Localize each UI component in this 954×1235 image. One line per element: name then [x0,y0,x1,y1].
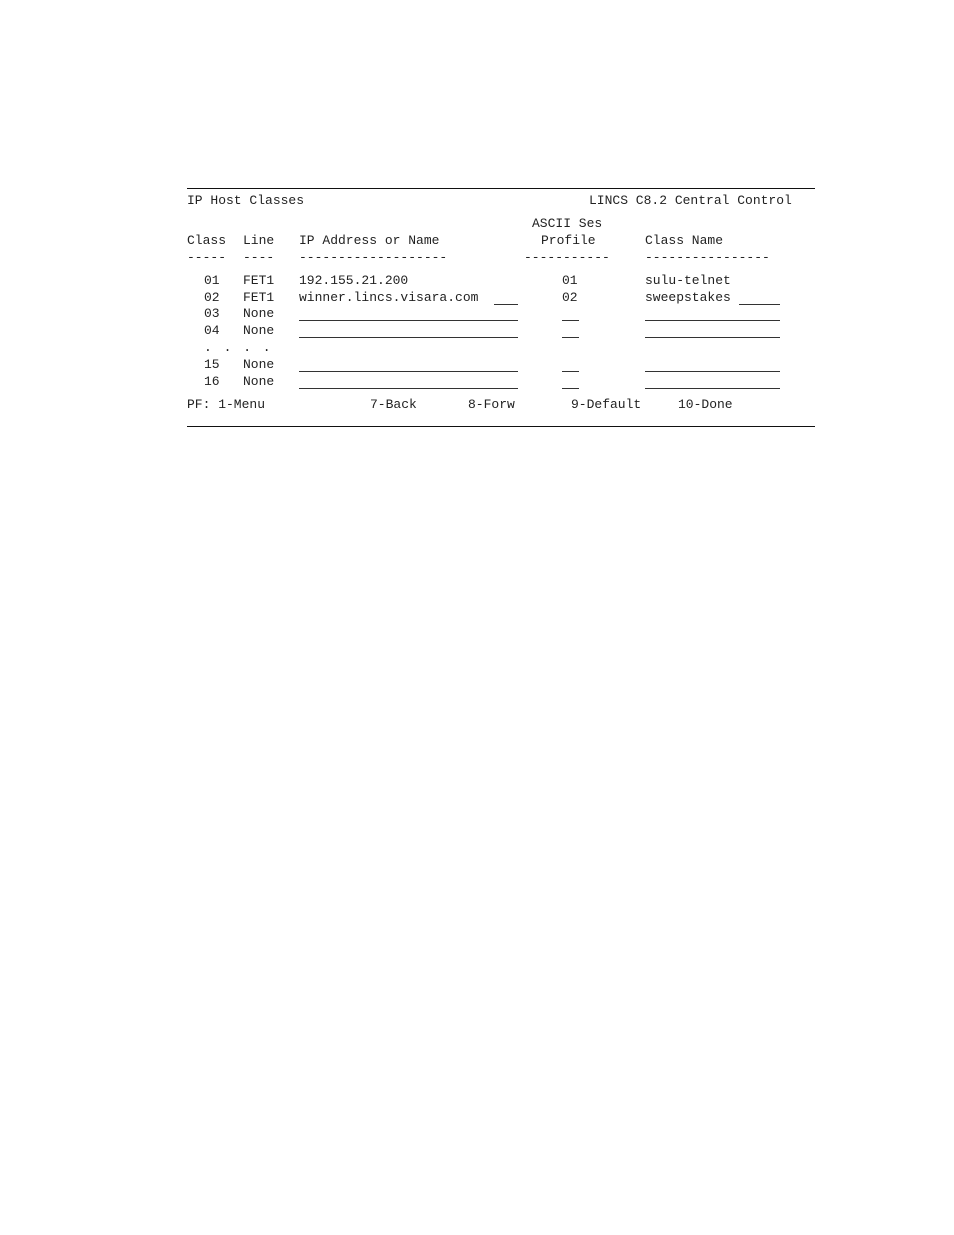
screen-title: IP Host Classes [187,193,305,208]
profile-field[interactable]: 02 [562,290,578,305]
pf-back-key[interactable]: 7-Back [370,397,417,412]
profile-field[interactable] [562,388,579,389]
ip-address-field[interactable]: 192.155.21.200 [299,273,409,288]
class-number: 16 [204,374,220,389]
class-dashes: ----- [187,250,227,265]
class-header: Class [187,233,227,248]
row-ellipsis: . . . . [204,340,273,355]
class-name-field[interactable]: sweepstakes [645,290,731,305]
line-dashes: ---- [243,250,275,265]
ip-address-field-underline[interactable] [494,304,518,305]
ip-dashes: ------------------- [299,250,448,265]
system-title: LINCS C8.2 Central Control [589,193,792,208]
class-name-field[interactable] [645,388,780,389]
profile-header-line2: Profile [541,233,596,248]
line-value: FET1 [243,290,275,305]
pf-default-key[interactable]: 9-Default [571,397,642,412]
class-number: 02 [204,290,220,305]
line-header: Line [243,233,275,248]
ip-header: IP Address or Name [299,233,440,248]
profile-dashes: ----------- [524,250,610,265]
pf-menu-key[interactable]: PF: 1-Menu [187,397,266,412]
line-value: None [243,357,275,372]
profile-header-line1: ASCII Ses [532,216,603,231]
profile-field[interactable] [562,371,579,372]
ip-address-field[interactable] [299,388,518,389]
ip-address-field[interactable]: winner.lincs.visara.com [299,290,479,305]
class-name-field-underline[interactable] [739,304,780,305]
pf-done-key[interactable]: 10-Done [678,397,733,412]
ip-address-field[interactable] [299,320,518,321]
class-name-field[interactable] [645,320,780,321]
ip-address-field[interactable] [299,337,518,338]
class-number: 03 [204,306,220,321]
class-name-field[interactable]: sulu-telnet [645,273,731,288]
class-name-field[interactable] [645,371,780,372]
class-number: 04 [204,323,220,338]
bottom-rule [187,426,815,427]
profile-field[interactable]: 01 [562,273,578,288]
profile-field[interactable] [562,320,579,321]
class-number: 15 [204,357,220,372]
line-value: None [243,374,275,389]
name-header: Class Name [645,233,724,248]
pf-forward-key[interactable]: 8-Forw [468,397,515,412]
name-dashes: ---------------- [645,250,770,265]
class-number: 01 [204,273,220,288]
profile-field[interactable] [562,337,579,338]
class-name-field[interactable] [645,337,780,338]
line-value: FET1 [243,273,275,288]
top-rule [187,188,815,189]
line-value: None [243,323,275,338]
ip-address-field[interactable] [299,371,518,372]
line-value: None [243,306,275,321]
